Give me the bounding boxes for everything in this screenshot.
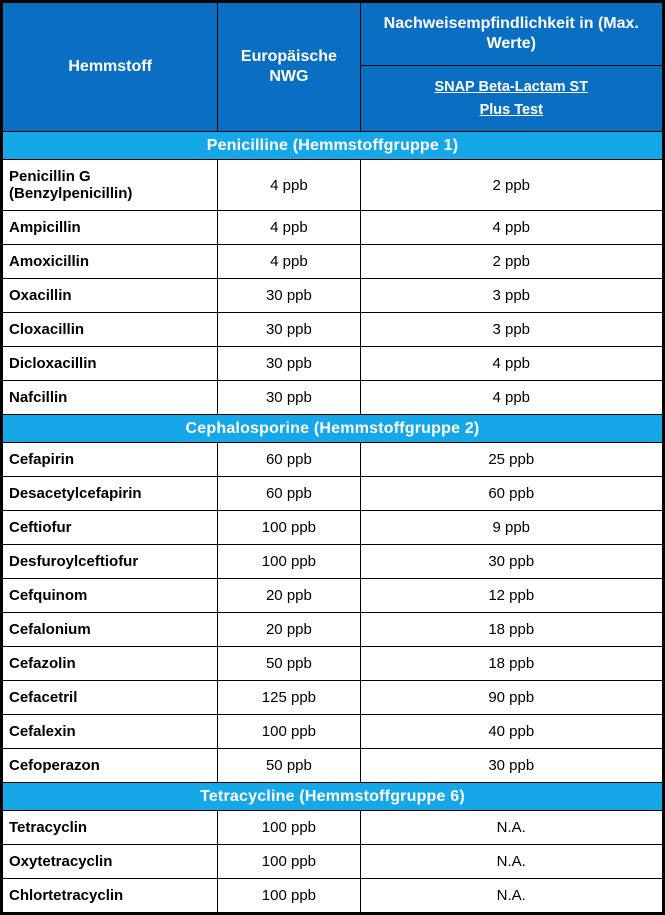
- cell-snap-value: 4 ppb: [360, 211, 662, 245]
- header-substance: Hemmstoff: [3, 3, 218, 132]
- table-row: [3, 477, 663, 511]
- cell-substance-name: Cefazolin: [3, 647, 218, 681]
- cell-substance-name: Desacetylcefapirin: [3, 477, 218, 511]
- cell-substance-name: Tetracyclin: [3, 811, 218, 845]
- inhibitor-detection-table: [2, 2, 663, 913]
- cell-snap-value: 4 ppb: [360, 381, 662, 415]
- cell-substance-name: Cloxacillin: [3, 313, 218, 347]
- cell-snap-value: 90 ppb: [360, 681, 662, 715]
- cell-snap-value: 2 ppb: [360, 245, 662, 279]
- table-body: [3, 132, 663, 913]
- cell-european-nwg: 50 ppb: [218, 749, 360, 783]
- cell-european-nwg: 30 ppb: [218, 347, 360, 381]
- cell-snap-value: 18 ppb: [360, 613, 662, 647]
- table-row: [3, 245, 663, 279]
- cell-european-nwg: 20 ppb: [218, 579, 360, 613]
- table-row: [3, 545, 663, 579]
- table-row: [3, 279, 663, 313]
- header-row-main: [3, 3, 663, 66]
- header-detection-sensitivity: Nachweisempfindlichkeit in (Max. Werte): [360, 3, 662, 66]
- cell-substance-name: Cefacetril: [3, 681, 218, 715]
- header-snap-test-line2: Plus Test: [479, 101, 543, 118]
- cell-european-nwg: 4 ppb: [218, 160, 360, 211]
- cell-european-nwg: 100 ppb: [218, 879, 360, 913]
- table-row: [3, 681, 663, 715]
- cell-european-nwg: 125 ppb: [218, 681, 360, 715]
- table-row: [3, 879, 663, 913]
- cell-snap-value: 40 ppb: [360, 715, 662, 749]
- cell-substance-name: Oxytetracyclin: [3, 845, 218, 879]
- table-row: [3, 211, 663, 245]
- cell-european-nwg: 60 ppb: [218, 443, 360, 477]
- cell-snap-value: N.A.: [360, 879, 662, 913]
- cell-snap-value: 2 ppb: [360, 160, 662, 211]
- cell-snap-value: 4 ppb: [360, 347, 662, 381]
- cell-european-nwg: 100 ppb: [218, 511, 360, 545]
- table-row: [3, 613, 663, 647]
- cell-substance-name: Cefapirin: [3, 443, 218, 477]
- cell-snap-value: 3 ppb: [360, 313, 662, 347]
- cell-substance-name: Ceftiofur: [3, 511, 218, 545]
- group-header-row: [3, 132, 663, 160]
- header-snap-test-line1: SNAP Beta-Lactam ST: [434, 78, 589, 95]
- cell-european-nwg: 4 ppb: [218, 211, 360, 245]
- group-title: Tetracycline (Hemmstoffgruppe 6): [3, 783, 663, 811]
- table-row: [3, 443, 663, 477]
- table-row: [3, 579, 663, 613]
- table-header: [3, 3, 663, 132]
- cell-substance-name: Chlortetracyclin: [3, 879, 218, 913]
- header-european-nwg: Europäische NWG: [218, 3, 360, 132]
- table-row: [3, 715, 663, 749]
- group-header-row: [3, 415, 663, 443]
- cell-substance-name: Dicloxacillin: [3, 347, 218, 381]
- cell-european-nwg: 50 ppb: [218, 647, 360, 681]
- cell-european-nwg: 20 ppb: [218, 613, 360, 647]
- cell-snap-value: N.A.: [360, 845, 662, 879]
- table-row: [3, 381, 663, 415]
- table-row: [3, 647, 663, 681]
- table-row: [3, 845, 663, 879]
- cell-substance-name: Cefoperazon: [3, 749, 218, 783]
- cell-substance-name: Desfuroylceftiofur: [3, 545, 218, 579]
- group-title: Penicilline (Hemmstoffgruppe 1): [3, 132, 663, 160]
- cell-snap-value: 25 ppb: [360, 443, 662, 477]
- group-header-row: [3, 783, 663, 811]
- table-row: [3, 313, 663, 347]
- cell-substance-name: Nafcillin: [3, 381, 218, 415]
- cell-european-nwg: 100 ppb: [218, 811, 360, 845]
- cell-european-nwg: 30 ppb: [218, 313, 360, 347]
- cell-european-nwg: 100 ppb: [218, 545, 360, 579]
- cell-substance-name: Cefalexin: [3, 715, 218, 749]
- table-row: [3, 511, 663, 545]
- cell-european-nwg: 60 ppb: [218, 477, 360, 511]
- cell-substance-name: Cefquinom: [3, 579, 218, 613]
- cell-european-nwg: 100 ppb: [218, 715, 360, 749]
- cell-substance-name: Oxacillin: [3, 279, 218, 313]
- cell-european-nwg: 30 ppb: [218, 279, 360, 313]
- cell-european-nwg: 100 ppb: [218, 845, 360, 879]
- group-title: Cephalosporine (Hemmstoffgruppe 2): [3, 415, 663, 443]
- cell-snap-value: 60 ppb: [360, 477, 662, 511]
- cell-substance-name: Penicillin G (Benzylpenicillin): [3, 160, 218, 211]
- cell-snap-value: 18 ppb: [360, 647, 662, 681]
- cell-snap-value: N.A.: [360, 811, 662, 845]
- cell-snap-value: 30 ppb: [360, 545, 662, 579]
- cell-substance-name: Ampicillin: [3, 211, 218, 245]
- cell-snap-value: 12 ppb: [360, 579, 662, 613]
- cell-substance-name: Amoxicillin: [3, 245, 218, 279]
- table-row: [3, 160, 663, 211]
- cell-snap-value: 9 ppb: [360, 511, 662, 545]
- cell-european-nwg: 30 ppb: [218, 381, 360, 415]
- header-snap-test: [360, 66, 662, 132]
- cell-snap-value: 3 ppb: [360, 279, 662, 313]
- cell-snap-value: 30 ppb: [360, 749, 662, 783]
- cell-european-nwg: 4 ppb: [218, 245, 360, 279]
- cell-substance-name: Cefalonium: [3, 613, 218, 647]
- table-row: [3, 811, 663, 845]
- table-row: [3, 749, 663, 783]
- table-row: [3, 347, 663, 381]
